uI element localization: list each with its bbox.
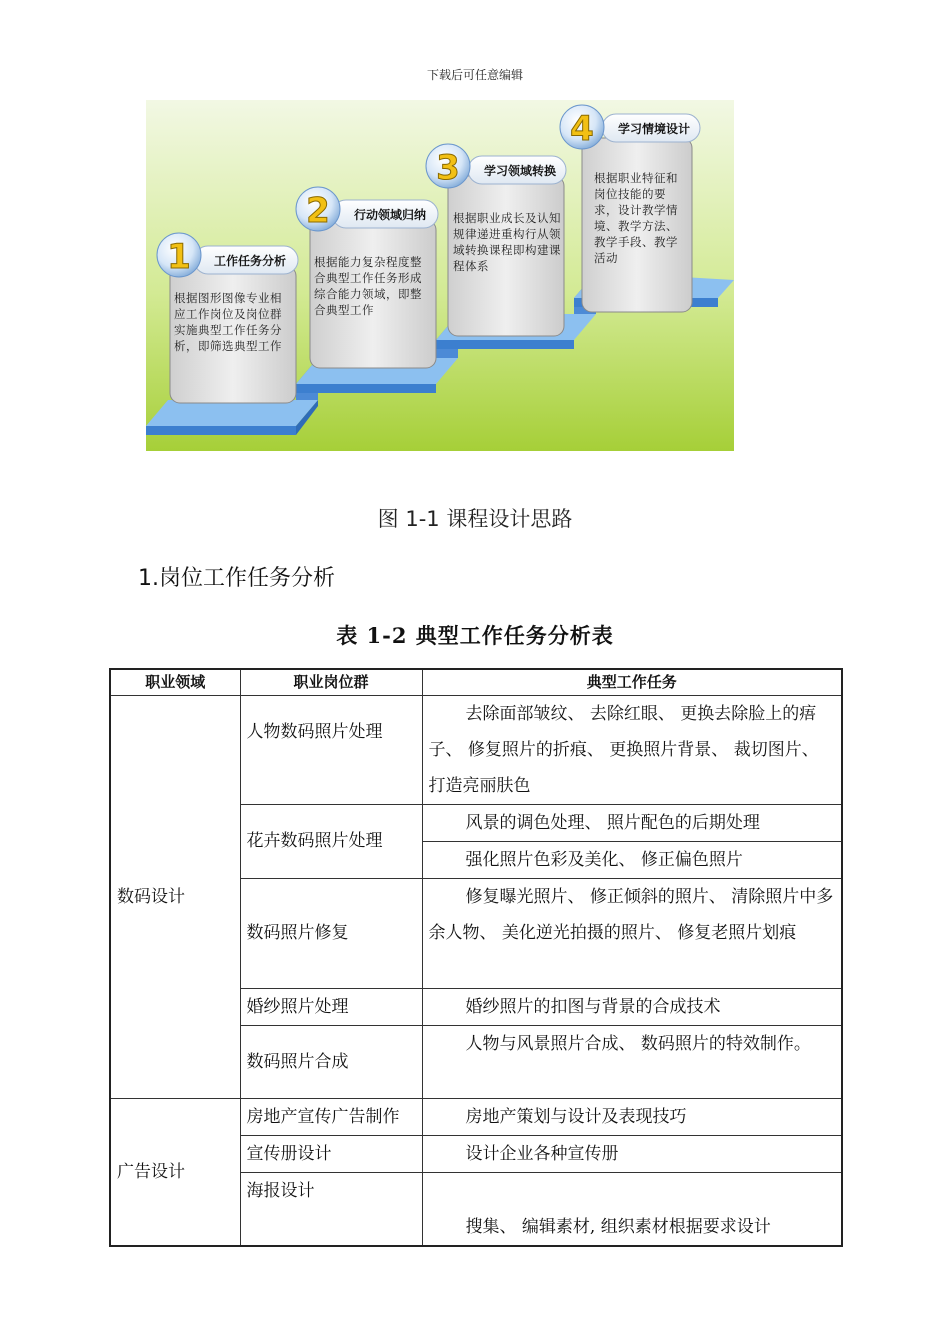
step-2-text: 根据能力复杂程度整合典型工作任务形成综合能力领域，即整合典型工作 (314, 255, 422, 317)
task-cell: 搜集、 编辑素材, 组织素材根据要求设计 (422, 1172, 842, 1246)
step-1-number: 1 (167, 237, 191, 277)
step-2-number: 2 (306, 191, 330, 231)
step-1-title: 工作任务分析 (213, 254, 287, 268)
step-4-text: 根据职业特征和岗位技能的要求，设计教学情境、教学方法、教学手段、教学活动 (594, 171, 678, 265)
task-cell: 人物与风景照片合成、 数码照片的特效制作。 (422, 1025, 842, 1098)
step-4-title: 学习情境设计 (617, 122, 691, 136)
step-2 (296, 187, 438, 368)
step-4-number: 4 (570, 109, 594, 149)
step-2-title: 行动领域归纳 (353, 208, 427, 222)
position-cell: 宣传册设计 (240, 1135, 422, 1172)
step-1-text: 根据图形图像专业相应工作岗位及岗位群实施典型工作任务分析，即筛选典型工作 (174, 291, 282, 353)
step-3-text: 根据职业成长及认知规律递进重构行从领域转换课程即构建课程体系 (453, 211, 561, 273)
table-row (110, 695, 842, 804)
step-3-number: 3 (436, 148, 460, 188)
domain-cell: 数码设计 (110, 695, 240, 1098)
header-tasks: 典型工作任务 (422, 669, 842, 695)
table-title: 表 1-2 典型工作任务分析表 (336, 623, 614, 648)
position-cell: 人物数码照片处理 (240, 695, 422, 804)
position-cell: 房地产宣传广告制作 (240, 1098, 422, 1135)
section-heading: 1.岗位工作任务分析 (138, 566, 335, 591)
table-row (110, 1098, 842, 1135)
step-3-title: 学习领域转换 (483, 164, 557, 178)
task-cell: 房地产策划与设计及表现技巧 (422, 1098, 842, 1135)
header-position: 职业岗位群 (240, 669, 422, 695)
position-cell: 数码照片修复 (240, 878, 422, 988)
task-cell: 风景的调色处理、 照片配色的后期处理 (422, 804, 842, 841)
course-design-figure (146, 100, 734, 451)
task-cell: 修复曝光照片、 修正倾斜的照片、 清除照片中多余人物、 美化逆光拍摄的照片、 修复老照片划痕 (422, 878, 842, 988)
header-domain: 职业领域 (110, 669, 240, 695)
figure-caption: 图 1-1 课程设计思路 (377, 507, 573, 531)
position-cell: 数码照片合成 (240, 1025, 422, 1098)
page-header-note: 下载后可任意编辑 (426, 68, 523, 82)
task-cell: 去除面部皱纹、 去除红眼、 更换去除脸上的痦子、 修复照片的折痕、 更换照片背景、 裁切图片、 打造亮丽肤色 (422, 695, 842, 804)
step-1 (157, 233, 298, 403)
position-cell: 海报设计 (240, 1172, 422, 1246)
position-cell: 婚纱照片处理 (240, 988, 422, 1025)
task-cell: 设计企业各种宣传册 (422, 1135, 842, 1172)
task-cell: 婚纱照片的扣图与背景的合成技术 (422, 988, 842, 1025)
course-design-diagram (146, 100, 734, 451)
table-header-row (110, 669, 842, 695)
position-cell: 花卉数码照片处理 (240, 804, 422, 878)
domain-cell: 广告设计 (110, 1098, 240, 1246)
task-analysis-table (109, 668, 843, 1247)
task-cell: 强化照片色彩及美化、 修正偏色照片 (422, 841, 842, 878)
